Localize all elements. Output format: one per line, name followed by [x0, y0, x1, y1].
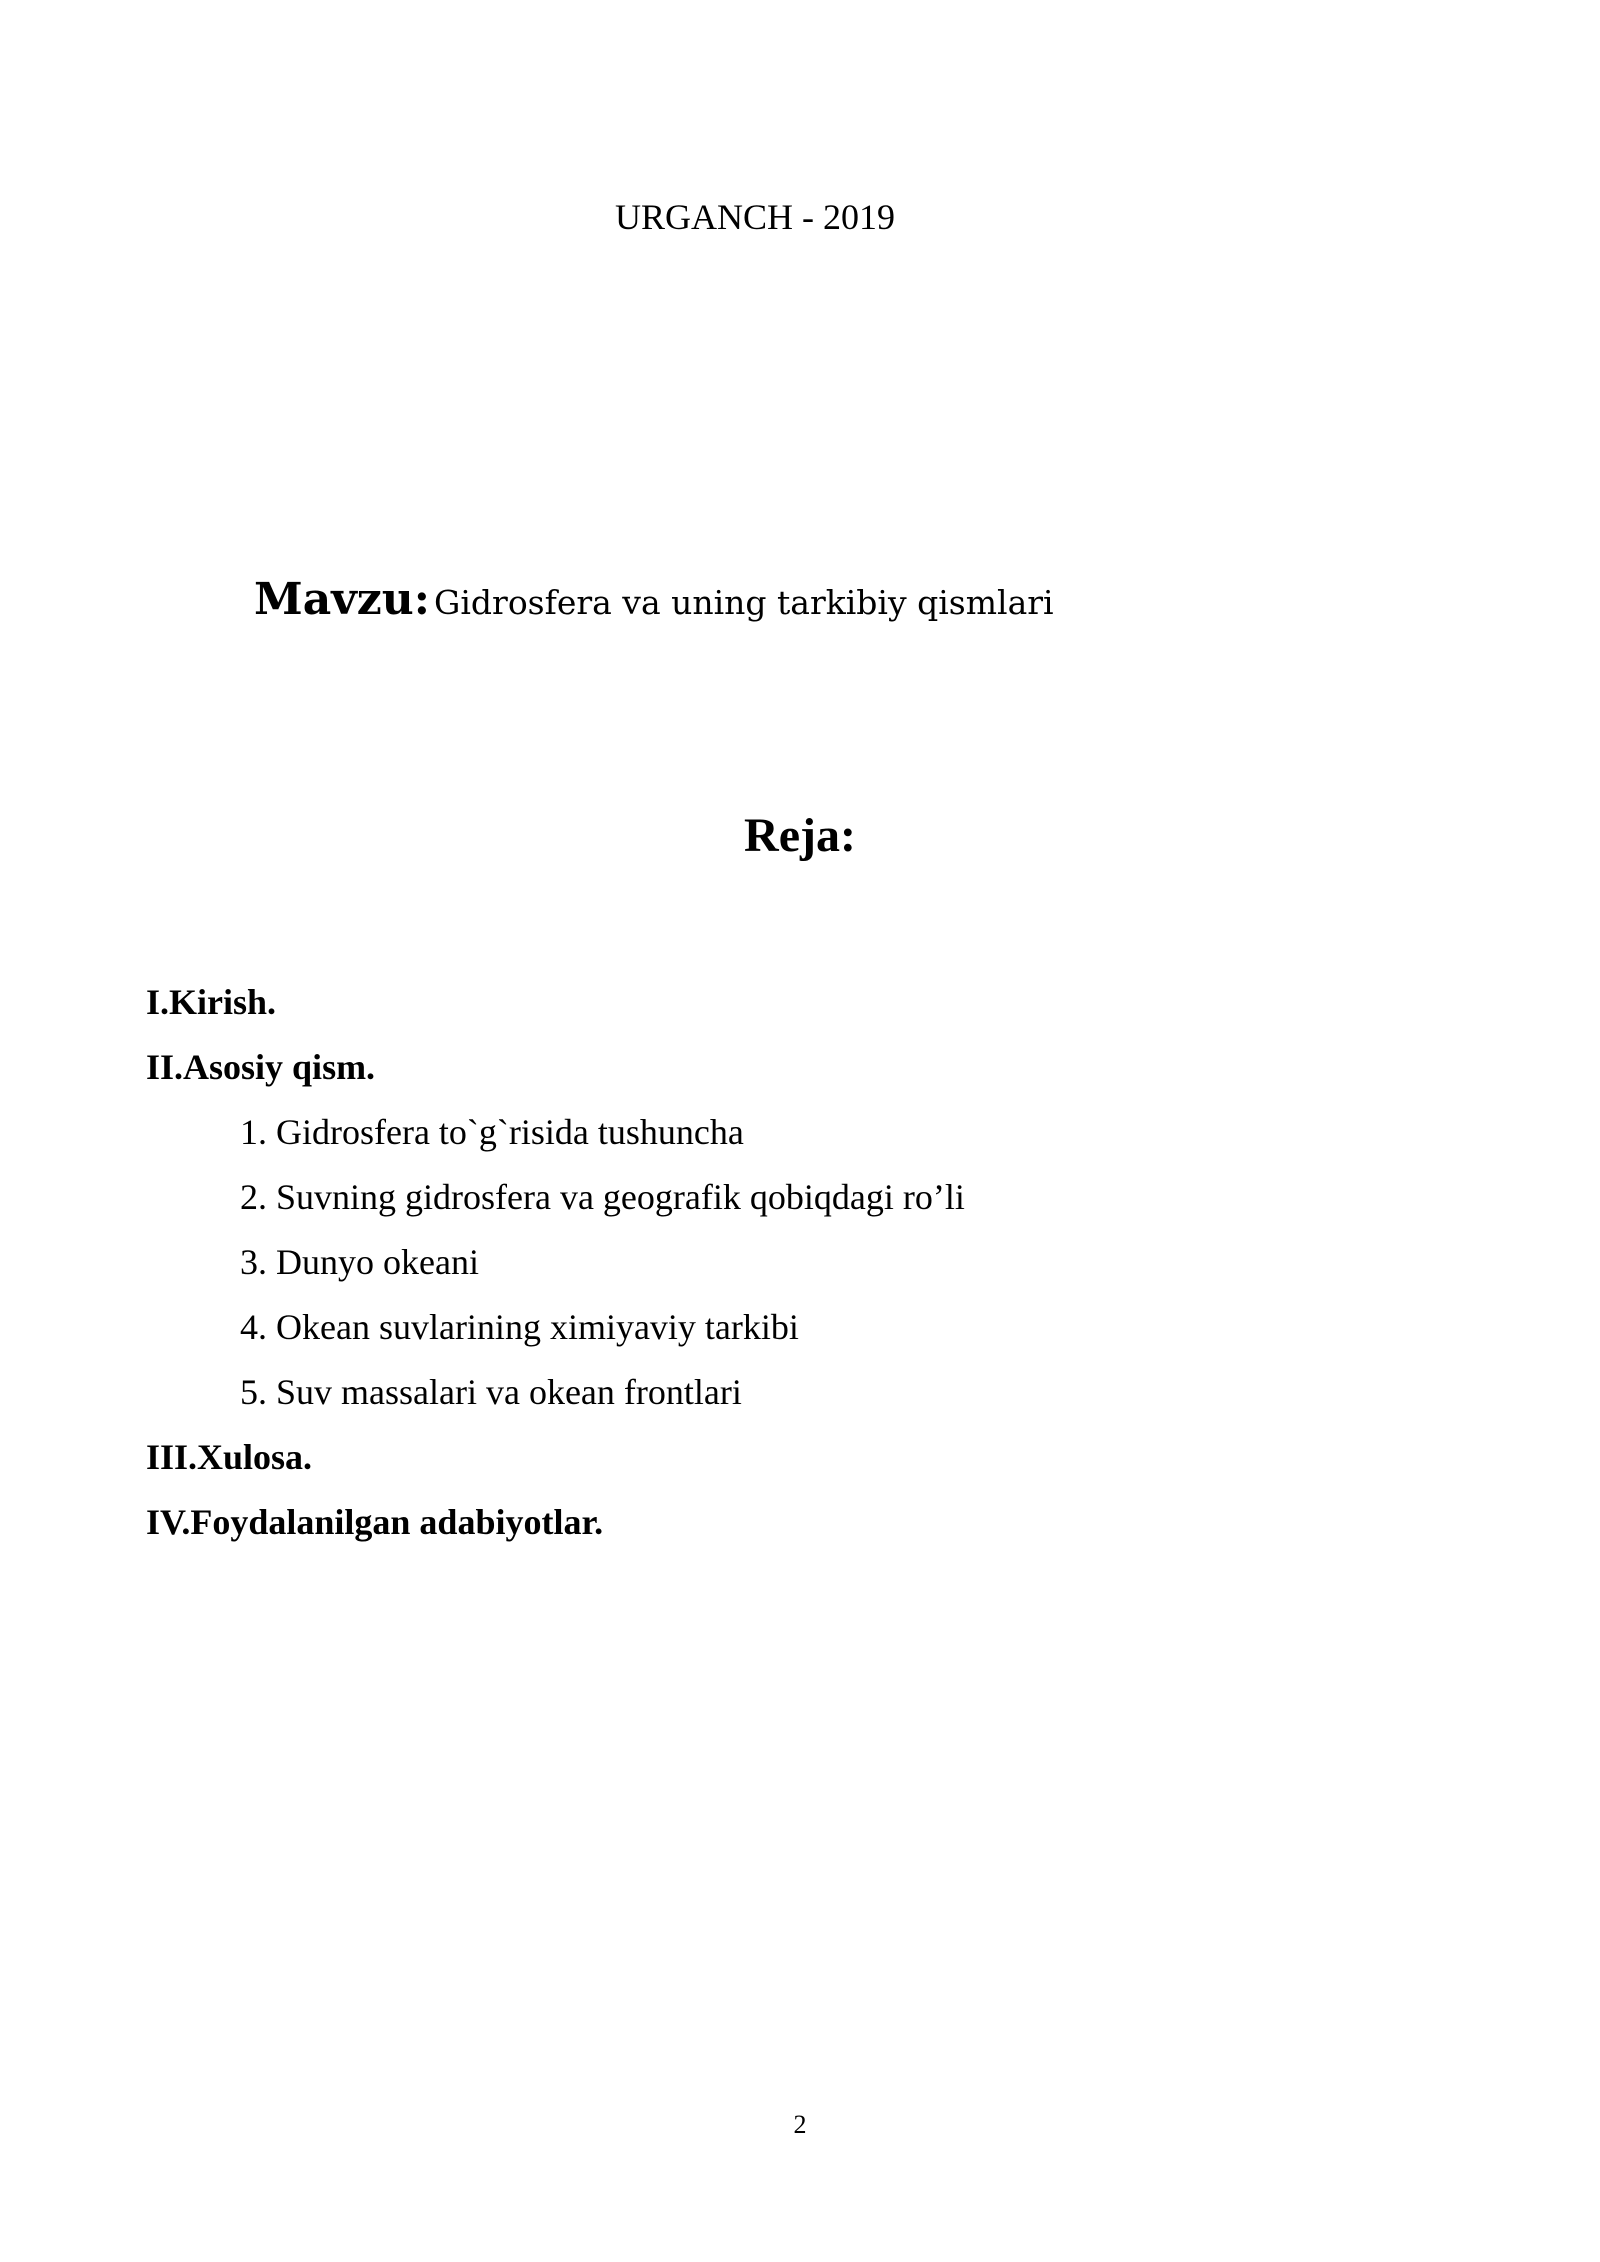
outline-section-conclusion: III.Xulosa.	[146, 1437, 313, 1477]
outline-subitem: 1. Gidrosfera to`g`risida tushuncha	[240, 1112, 744, 1152]
topic-line	[254, 570, 1054, 633]
outline-section-main: II.Asosiy qism.	[146, 1047, 376, 1087]
page-number: 2	[793, 2110, 807, 2139]
outline-subitem: 2. Suvning gidrosfera va geografik qobiqdagi ro’li	[240, 1177, 965, 1217]
outline-section-references: IV.Foydalanilgan adabiyotlar.	[146, 1502, 604, 1542]
outline-subitem: 3. Dunyo okeani	[240, 1242, 479, 1282]
city-year-line: URGANCH - 2019	[614, 197, 895, 237]
plan-outline	[146, 970, 965, 1555]
outline-section-intro: I.Kirish.	[146, 982, 277, 1022]
outline-subitem: 4. Okean suvlarining ximiyaviy tarkibi	[240, 1307, 799, 1347]
plan-heading: Reja:	[744, 809, 856, 862]
topic-title: Gidrosfera va uning tarkibiy qismlari	[434, 583, 1054, 622]
outline-subitem: 5. Suv massalari va okean frontlari	[240, 1372, 742, 1412]
topic-label: Mavzu:	[254, 574, 430, 625]
